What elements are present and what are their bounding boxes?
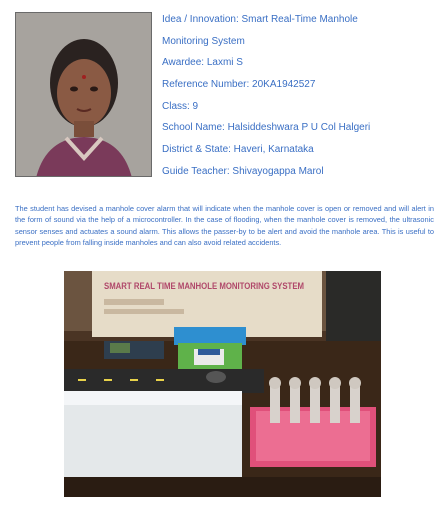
- awardee-name: Awardee: Laxmi S: [162, 57, 243, 69]
- student-portrait: [15, 12, 152, 177]
- district-state: District & State: Haveri, Karnataka: [162, 144, 314, 156]
- guide-teacher: Guide Teacher: Shivayogappa Marol: [162, 165, 324, 177]
- poster-banner-text: SMART REAL TIME MANHOLE MONITORING SYSTEM: [104, 281, 304, 291]
- awardee-info: [162, 13, 442, 187]
- school-name: School Name: Halsiddeshwara P U Col Halgeri: [162, 122, 371, 134]
- project-photo: [64, 271, 381, 497]
- idea-title: Idea / Innovation: Smart Real-Time Manhole: [162, 14, 358, 25]
- class-level: Class: 9: [162, 100, 199, 112]
- idea-title-continued: Monitoring System: [162, 35, 245, 47]
- project-model-image: [64, 271, 381, 497]
- portrait-image: [16, 13, 152, 177]
- reference-number: Reference Number: 20KA1942527: [162, 79, 316, 91]
- project-description: The student has devised a manhole cover alarm that will indicate when the manhole cover is open or removed and will alert in the form of sound via the help of a microcontroller. In the case of flooding, when the manhole cover is removed, the ultrasonic sensor senses and actuates a sound alarm. This allows the passer-by to be alert and avoid the manhole area. This is useful to prevent people from falling inside manholes and can also avoid related accidents.: [15, 204, 434, 248]
